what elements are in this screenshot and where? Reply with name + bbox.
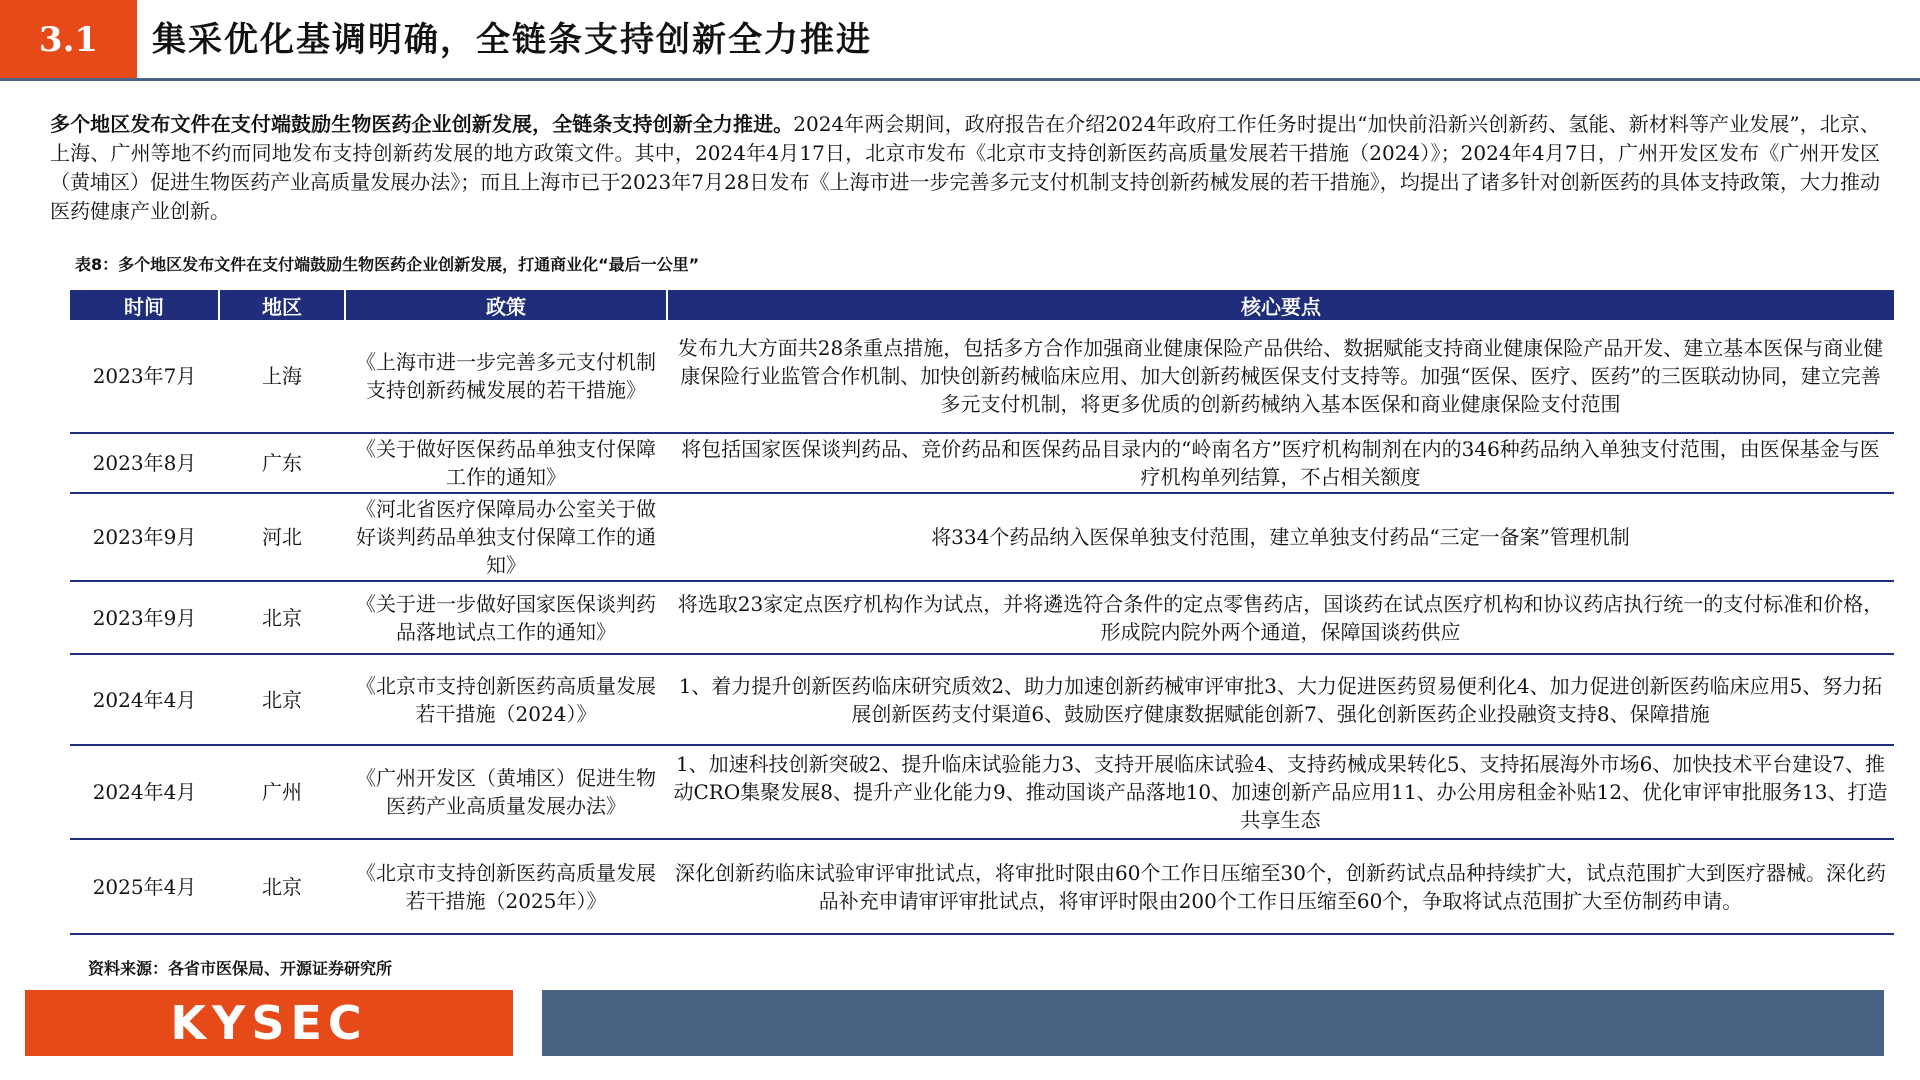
table-row [70, 433, 1894, 493]
cell-policy: 《河北省医疗保障局办公室关于做好谈判药品单独支付保障工作的通知》 [345, 493, 667, 581]
footer-bar [542, 990, 1884, 1056]
policy-table [70, 290, 1894, 935]
cell-policy: 《广州开发区（黄埔区）促进生物医药产业高质量发展办法》 [345, 745, 667, 839]
table-caption: 表8：多个地区发布文件在支付端鼓励生物医药企业创新发展，打通商业化“最后一公里” [75, 255, 700, 274]
cell-region: 北京 [219, 839, 345, 934]
slide-title: 集采优化基调明确，全链条支持创新全力推进 [152, 20, 872, 60]
cell-region: 广州 [219, 745, 345, 839]
table-row [70, 320, 1894, 433]
cell-region: 上海 [219, 320, 345, 433]
cell-region: 广东 [219, 433, 345, 493]
header-region: 地区 [219, 290, 345, 320]
table-row [70, 839, 1894, 934]
intro-paragraph [50, 110, 1880, 226]
section-number: 3.1 [0, 0, 137, 80]
cell-policy: 《关于进一步做好国家医保谈判药品落地试点工作的通知》 [345, 581, 667, 654]
table-header-row [70, 290, 1894, 320]
cell-time: 2024年4月 [70, 654, 219, 745]
cell-time: 2023年9月 [70, 581, 219, 654]
cell-time: 2023年8月 [70, 433, 219, 493]
cell-policy: 《北京市支持创新医药高质量发展若干措施（2024）》 [345, 654, 667, 745]
cell-time: 2023年9月 [70, 493, 219, 581]
cell-key-points: 1、加速科技创新突破2、提升临床试验能力3、支持开展临床试验4、支持药械成果转化5、支持拓展海外市场6、加快技术平台建设7、推动CRO集聚发展8、提升产业化能力9、推动国谈产品落地10、加速创新产品应用11、办公用房租金补贴12、优化审评审批服务13、打造共享生态 [667, 745, 1894, 839]
cell-region: 河北 [219, 493, 345, 581]
cell-policy: 《关于做好医保药品单独支付保障工作的通知》 [345, 433, 667, 493]
intro-body: 2024年两会期间，政府报告在介绍2024年政府工作任务时提出“加快前沿新兴创新药、氢能、新材料等产业发展”，北京、上海、广州等地不约而同地发布支持创新药发展的地方政策文件。其中，2024年4月17日，北京市发布《北京市支持创新医药高质量发展若干措施（2024）》；2024年4月7日，广州开发区发布《广州开发区（黄埔区）促进生物医药产业高质量发展办法》；而且上海市已于2023年7月28日发布《上海市进一步完善多元支付机制支持创新药械发展的若干措施》，均提出了诸多针对创新医药的具体支持政策，大力推动医药健康产业创新。 [50, 112, 1881, 223]
cell-key-points: 将包括国家医保谈判药品、竞价药品和医保药品目录内的“岭南名方”医疗机构制剂在内的346种药品纳入单独支付范围，由医保基金与医疗机构单列结算，不占相关额度 [667, 433, 1894, 493]
header-time: 时间 [70, 290, 219, 320]
table-row [70, 745, 1894, 839]
cell-key-points: 1、着力提升创新医药临床研究质效2、助力加速创新药械审评审批3、大力促进医药贸易便利化4、加力促进创新医药临床应用5、努力拓展创新医药支付渠道6、鼓励医疗健康数据赋能创新7、强化创新医药企业投融资支持8、保障措施 [667, 654, 1894, 745]
cell-time: 2024年4月 [70, 745, 219, 839]
slide-header [0, 0, 1920, 80]
cell-time: 2023年7月 [70, 320, 219, 433]
cell-key-points: 将选取23家定点医疗机构作为试点，并将遴选符合条件的定点零售药店，国谈药在试点医疗机构和协议药店执行统一的支付标准和价格，形成院内院外两个通道，保障国谈药供应 [667, 581, 1894, 654]
kysec-logo: KYSEC [25, 990, 513, 1056]
header-key-points: 核心要点 [667, 290, 1894, 320]
cell-key-points: 发布九大方面共28条重点措施，包括多方合作加强商业健康保险产品供给、数据赋能支持商业健康保险产品开发、建立基本医保与商业健康保险行业监管合作机制、加快创新药械临床应用、加大创新药械医保支付支持等。加强“医保、医疗、医药”的三医联动协同，建立完善多元支付机制，将更多优质的创新药械纳入基本医保和商业健康保险支付范围 [667, 320, 1894, 433]
header-policy: 政策 [345, 290, 667, 320]
source-note: 资料来源：各省市医保局、开源证券研究所 [88, 959, 393, 978]
cell-time: 2025年4月 [70, 839, 219, 934]
table-row [70, 654, 1894, 745]
table-row [70, 581, 1894, 654]
cell-key-points: 深化创新药临床试验审评审批试点，将审批时限由60个工作日压缩至30个，创新药试点品种持续扩大，试点范围扩大到医疗器械。深化药品补充申请审评审批试点，将审评时限由200个工作日压缩至60个，争取将试点范围扩大至仿制药申请。 [667, 839, 1894, 934]
intro-lead: 多个地区发布文件在支付端鼓励生物医药企业创新发展，全链条支持创新全力推进。 [50, 112, 794, 136]
cell-policy: 《上海市进一步完善多元支付机制支持创新药械发展的若干措施》 [345, 320, 667, 433]
cell-policy: 《北京市支持创新医药高质量发展若干措施（2025年）》 [345, 839, 667, 934]
cell-region: 北京 [219, 654, 345, 745]
cell-region: 北京 [219, 581, 345, 654]
cell-key-points: 将334个药品纳入医保单独支付范围，建立单独支付药品“三定一备案”管理机制 [667, 493, 1894, 581]
table-row [70, 493, 1894, 581]
header-divider [0, 78, 1920, 81]
